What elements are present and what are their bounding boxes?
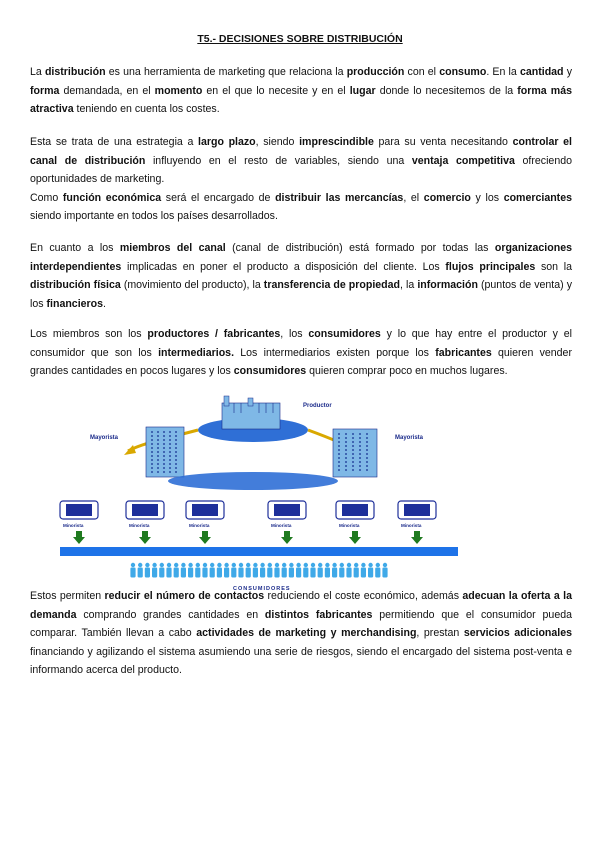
text-run: demandada, en el (59, 84, 155, 97)
bold-term: momento (154, 84, 203, 97)
bold-term: cantidad (519, 66, 564, 78)
text-run: (canal de distribución) está formado por todas las (225, 242, 495, 254)
consumer-figure-icon (195, 563, 200, 578)
bold-term: miembros del canal (119, 242, 226, 254)
retailer-label: Minorista (339, 523, 360, 528)
text-run: donde lo necesitemos de la (375, 84, 518, 97)
wholesaler-left-building (146, 427, 184, 477)
bold-term: actividades de marketing y merchandising (196, 627, 417, 640)
bold-term: comerciantes (503, 191, 572, 204)
text-run: para su venta necesitando (373, 136, 513, 148)
retailers-row (60, 501, 436, 544)
text-run: Esta se trata de una estrategia a (30, 136, 199, 148)
text-run: , los (280, 328, 309, 340)
wholesaler-ring (168, 472, 338, 490)
consumer-figure-icon (145, 563, 150, 578)
text-run: Los miembros son los (30, 328, 148, 340)
down-arrow-icon (411, 531, 423, 544)
consumer-figure-icon (159, 563, 164, 578)
paragraph-functions (30, 587, 572, 680)
bold-term: fabricantes (435, 346, 492, 359)
consumer-figure-icon (260, 563, 265, 578)
paragraph-channel-members (30, 239, 572, 313)
bold-term: forma más atractiva (30, 84, 572, 116)
text-run: quieren vender grandes cantidades en pocos lugares y los (30, 346, 572, 378)
text-run: . En la (486, 66, 520, 78)
bold-term: flujos principales (445, 260, 536, 273)
consumer-figure-icon (202, 563, 207, 578)
consumer-figure-icon (274, 563, 279, 578)
down-arrow-icon (349, 531, 361, 544)
consumer-figure-icon (318, 563, 323, 578)
consumer-figure-icon (130, 563, 135, 578)
retailer-label: Minorista (63, 523, 84, 528)
text-run: Como (30, 191, 63, 204)
consumer-figure-icon (303, 563, 308, 578)
document-title: T5.- DECISIONES SOBRE DISTRIBUCIÓN (197, 33, 403, 45)
text-run: y lo que hay entre el productor y el consumidor que son los (30, 328, 573, 359)
retailer-shop (336, 501, 374, 544)
retailer-label: Minorista (271, 523, 292, 528)
text-run: En cuanto a los (30, 242, 120, 254)
consumer-figure-icon (361, 563, 366, 578)
bold-term: comercio (423, 191, 471, 204)
consumer-figure-icon (217, 563, 222, 578)
consumer-figure-icon (339, 563, 344, 578)
text-run: en el que lo necesite y en el (202, 84, 350, 97)
bold-term: servicios adicionales (463, 627, 573, 640)
consumer-figure-icon (138, 563, 143, 578)
text-run: (movimiento del producto), la (120, 279, 264, 292)
consumer-figure-icon (310, 563, 315, 578)
down-arrow-icon (139, 531, 151, 544)
consumer-figure-icon (296, 563, 301, 578)
text-run: y (563, 66, 572, 78)
retailer-shop (398, 501, 436, 544)
consumer-figure-icon (346, 563, 351, 578)
bold-term: largo plazo (198, 136, 256, 148)
consumer-figure-icon (289, 563, 294, 578)
down-arrow-icon (281, 531, 293, 544)
retailer-shop (268, 501, 306, 544)
text-run: Los intermediarios existen porque los (234, 346, 436, 359)
bold-term: consumidores (233, 365, 307, 378)
consumer-figure-icon (253, 563, 258, 578)
retailer-label: Minorista (129, 523, 150, 528)
text-run: ofreciendo oportunidades de marketing. (30, 154, 572, 186)
wholesaler-right-label: Mayorista (395, 435, 424, 441)
down-arrow-icon (73, 531, 85, 544)
retail-band (60, 547, 458, 556)
retailer-shop (186, 501, 224, 544)
paragraph-strategy (30, 133, 572, 226)
consumer-figure-icon (267, 563, 272, 578)
text-run: quieren comprar poco en muchos lugares. (306, 365, 508, 378)
consumers-group (130, 563, 387, 578)
text-run: , el (403, 191, 424, 204)
bold-term: reducir el número de contactos (104, 590, 265, 602)
text-run: comprando grandes cantidades en (76, 608, 265, 621)
consumer-figure-icon (181, 563, 186, 578)
bold-term: imprescindible (299, 136, 374, 148)
bold-term: lugar (349, 84, 376, 97)
text-run: es una herramienta de marketing que relaciona la (105, 66, 347, 78)
bold-term: productores / fabricantes (147, 328, 281, 340)
consumer-figure-icon (325, 563, 330, 578)
bold-term: distribuir las mercancías (275, 191, 404, 204)
consumer-figure-icon (210, 563, 215, 578)
text-run: y los (470, 191, 504, 204)
consumer-figure-icon (224, 563, 229, 578)
text-run: . (103, 297, 106, 310)
consumer-figure-icon (166, 563, 171, 578)
consumer-figure-icon (375, 563, 380, 578)
text-run: (puntos de venta) y los (30, 279, 572, 310)
text-run: , siendo (255, 136, 300, 148)
consumer-figure-icon (174, 563, 179, 578)
bold-term: organizaciones interdependientes (30, 242, 572, 273)
text-run: siendo importante en todos los países desarrollados. (30, 210, 278, 223)
consumer-figure-icon (368, 563, 373, 578)
paragraph-intermediaries (30, 325, 572, 381)
consumer-figure-icon (382, 563, 387, 578)
consumer-figure-icon (188, 563, 193, 578)
bold-term: información (417, 279, 478, 292)
bold-term: intermediarios. (158, 346, 235, 359)
text-run: influyendo en el resto de variables, siendo una (145, 154, 412, 167)
bold-term: distribución (44, 66, 106, 78)
wholesaler-right-building (333, 429, 377, 477)
bold-term: adecuan la oferta a la demanda (30, 590, 572, 621)
consumer-figure-icon (282, 563, 287, 578)
bold-term: forma (30, 84, 60, 97)
consumer-figure-icon (354, 563, 359, 578)
text-run: financiando y agilizando el sistema asumiendo una serie de riesgos, siendo el encargado del sistema post-venta e informando acerca del producto. (30, 645, 572, 677)
bold-term: distintos fabricantes (264, 608, 373, 621)
bold-term: función económica (62, 191, 162, 204)
text-run: con el (404, 66, 440, 78)
bold-term: producción (346, 66, 405, 78)
down-arrow-icon (199, 531, 211, 544)
bold-term: financieros (46, 297, 104, 310)
bold-term: transferencia de propiedad (263, 279, 401, 292)
bold-term: consumidores (308, 328, 381, 340)
text-run: , prestan (416, 627, 464, 640)
consumer-figure-icon (231, 563, 236, 578)
consumer-figure-icon (238, 563, 243, 578)
consumer-figure-icon (152, 563, 157, 578)
retailer-label: Minorista (189, 523, 210, 528)
bold-term: controlar el canal de distribución (30, 136, 572, 167)
retailer-shop (126, 501, 164, 544)
bold-term: ventaja competitiva (411, 154, 515, 167)
text-run: será el encargado de (161, 191, 276, 204)
text-run: , la (400, 279, 418, 292)
text-run: La (30, 66, 45, 78)
wholesaler-left-label: Mayorista (90, 435, 119, 441)
text-run: son la (535, 260, 573, 273)
text-run: implicadas en poner el producto a disposición del cliente. Los (121, 260, 446, 273)
paragraph-definition (30, 63, 572, 119)
retailer-label: Minorista (401, 523, 422, 528)
consumers-label: CONSUMIDORES (233, 586, 291, 591)
text-run: Estos permiten (30, 590, 105, 602)
consumer-figure-icon (246, 563, 251, 578)
bold-term: distribución física (30, 279, 121, 292)
factory-icon (222, 396, 280, 429)
text-run: teniendo en cuenta los costes. (73, 103, 220, 116)
retailer-shop (60, 501, 98, 544)
bold-term: consumo (439, 66, 487, 78)
text-run: reduciendo el coste económico, además (264, 590, 463, 602)
consumer-figure-icon (332, 563, 337, 578)
producer-label: Productor (303, 403, 332, 409)
text-run: permitiendo que el consumidor pueda comparar. También llevan a cabo (30, 608, 572, 640)
distribution-channel-diagram (48, 393, 468, 591)
